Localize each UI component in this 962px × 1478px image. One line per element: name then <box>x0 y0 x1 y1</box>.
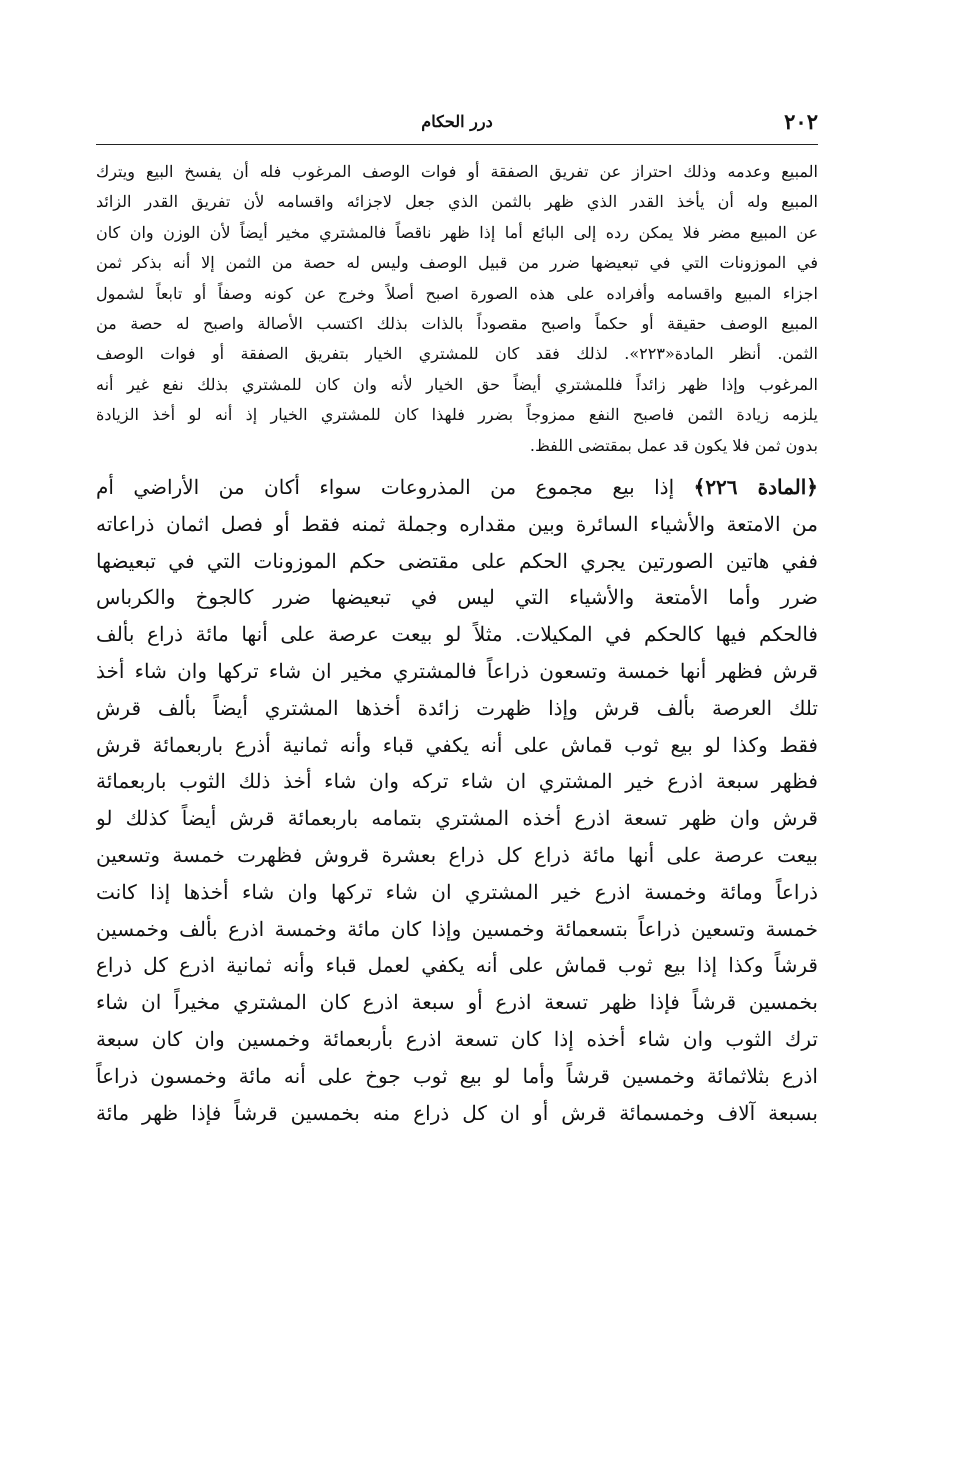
article-line: ذراعاً ومائة وخمسة اذرع خير المشتري ان شاء تركها وان شاء أخذها إذا كانت <box>96 879 818 904</box>
article-line: قرش وان ظهر تسعة اذرع أخذه المشتري بتمامه باربعمائة قرش أيضاً كذلك لو <box>96 806 818 831</box>
article-line: خمسة وتسعين ذراعاً بتسعمائة وخمسين وإذا كان مائة وخمسة اذرع بألف وخمسين <box>96 916 818 941</box>
commentary-line: يلزمه زيادة الثمن فاصبح النفع ممزوجاً بضرر فلهذا كان للمشتري الخيار إذ أنه لو أخذ الزيادة <box>96 405 818 425</box>
commentary-line: المبيع الوصف حقيقة أو حكماً واصبح مقصوداً بالذات بذلك اكتسب الأصالة واصبح له حصة من <box>96 314 818 334</box>
article-line <box>96 469 818 506</box>
commentary-line: بدون ثمن فلا يكون قد عمل بمقتضى اللفظ. <box>529 435 818 455</box>
running-title: درر الحكام <box>421 112 493 131</box>
article-first-line-text: إذا بيع مجموع من المذروعات سواء أكان من الأراضي أم <box>96 475 675 500</box>
article-line: فظهر سبعة اذرع خير المشتري ان شاء تركه وان شاء أخذ ذلك الثوب باربعمائة <box>96 769 818 794</box>
article-line: فقط وكذا لو بيع ثوب قماش على أنه يكفي قباء وأنه ثمانية أذرع باربعمائة قرش <box>96 732 818 757</box>
article-line: اذرع بثلاثمائة وخمسين قرشاً وأما لو بيع ثوب جوخ على أنه مائة وخمسون ذراعاً <box>96 1063 818 1088</box>
article-line: بيعت عرصة على أنها مائة ذراع كل ذراع بعشرة قروش فظهرت خمسة وتسعين <box>96 843 818 868</box>
article-line: بسبعة آلاف وخمسمائة قرش أو ان كل ذراع منه بخمسين قرشاً فإذا ظهر مائة <box>96 1100 818 1125</box>
book-page <box>96 108 818 1131</box>
page-number: ٢٠٢ <box>784 109 818 134</box>
commentary-line: المرغوب وإذا ظهر زائداً فللمشتري أيضاً حق الخيار لأنه وان كان للمشتري بذلك نفع غير أنه <box>96 374 818 394</box>
commentary-line: اجزاء المبيع واقسامه وأفراده على هذه الصورة اصبح أصلاً وخرج عن كونه وصفاً أو تابعاً لشمول <box>96 283 818 303</box>
commentary-line: الثمن. أنظر المادة«٢٢٣». لذلك فقد كان للمشتري الخيار بتفريق الصفقة أو فوات الوصف <box>96 344 818 364</box>
commentary-line: عن المبيع مضر فلا يمكن رده إلى البائع أما إذا ظهر ناقصاً فالمشتري مخير أيضاً لأن الوزن وان كان <box>96 222 818 242</box>
article-line: ضرر وأما الأمتعة والأشياء التي ليس في تبعيضها ضرر كالجوخ والكرباس <box>96 585 818 610</box>
article-line: من الامتعة والأشياء السائرة وبين مقداره وجملة ثمنه فقط أو فصل اثمان ذراعاته <box>96 511 818 536</box>
page-header <box>96 108 818 136</box>
header-rule <box>96 144 818 145</box>
article-line: فالحكم فيها كالحكم في المكيلات. مثلاً لو بيعت عرصة على أنها مائة ذراع بألف <box>96 622 818 647</box>
article-heading: ﴿المادة ٢٢٦﴾ <box>693 475 818 500</box>
article-line: بخمسين قرشاً فإذا ظهر تسعة اذرع أو سبعة اذرع كان المشتري مخيراً ان شاء <box>96 990 818 1015</box>
article-line: قرش فظهر أنها خمسة وتسعون ذراعاً فالمشتري مخير ان شاء تركها وان شاء أخذ <box>96 659 818 684</box>
commentary-line: المبيع وله أن يأخذ القدر الذي ظهر بالثمن الذي جعل لاجزائه واقسامه لأن تفريق القدر الزائد <box>96 192 818 212</box>
article-line: ففي هاتين الصورتين يجري الحكم على مقتضى حكم الموزونات التي في تبعيضها <box>96 548 818 573</box>
article-line: تلك العرصة بألف قرش وإذا ظهرت زائدة أخذها المشتري أيضاً بألف قرش <box>96 695 818 720</box>
article-226 <box>96 469 818 1131</box>
article-line: ترك الثوب وان شاء أخذه إذا كان تسعة اذرع بأربعمائة وخمسين وان كان سبعة <box>96 1027 818 1052</box>
commentary-line: المبيع وعدمه وذلك احتراز عن تفريق الصفقة أو فوات الوصف المرغوب فله أن يفسخ البيع ويترك <box>96 162 818 181</box>
commentary-paragraph <box>96 157 818 461</box>
article-line: قرشاً وكذا إذا بيع ثوب قماش على أنه يكفي لعمل قباء وأنه ثمانية اذرع كل ذراع <box>96 953 818 978</box>
commentary-line: في الموزونات التي في تبعيضها ضرر من قبيل الوصف وليس له حصة من الثمن إلا أنه بذكر ثمن <box>96 253 818 273</box>
